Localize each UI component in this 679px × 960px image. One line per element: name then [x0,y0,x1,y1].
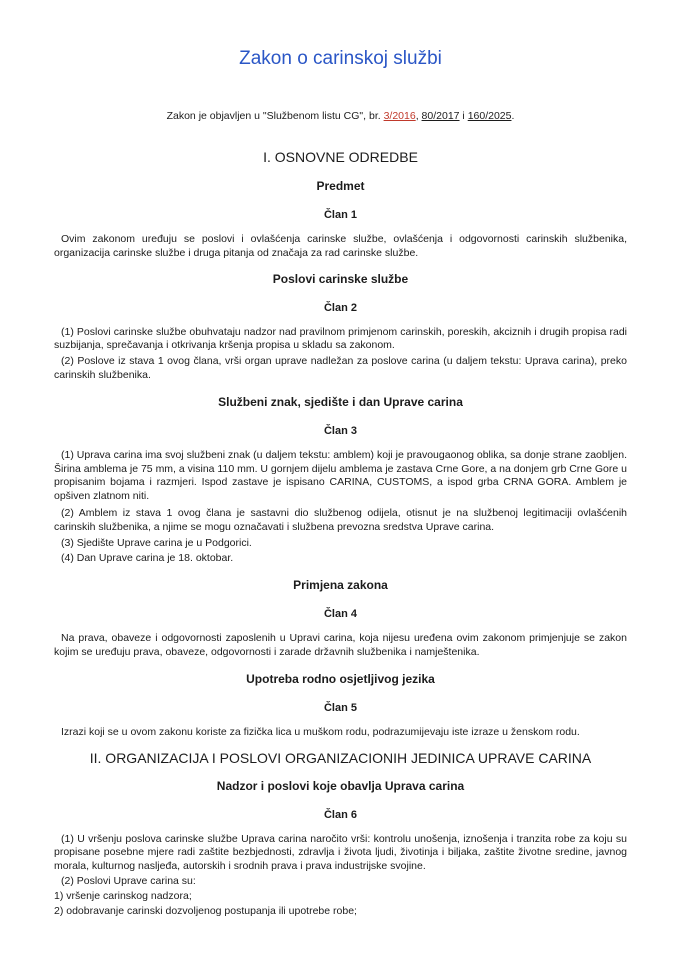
article-1-title: Predmet [316,179,365,193]
gazette-link-2016[interactable]: 3/2016 [383,110,416,122]
article-6-paragraph-2: (2) Poslovi Uprave carina su: [61,874,196,887]
publication-sep2: i [459,110,468,122]
article-3-paragraph-1: (1) Uprava carina ima svoj službeni znak (u daljem tekstu: amblem) koji je pravougaonog oblika, sa donje strane zaobljen. Širina amblema je 75 mm, a visina 110 mm. U gornjem dijelu amblema je zastava Crne Gore, a na donjem grb Crne Gore u propisanim bojama i razmjeri. Ispod zastave je ispisano CARINA, CUSTOMS, a ispod grba CRNA GORA. Amblem je opšiven zlatnom niti. [54,448,627,503]
article-2-number: Član 2 [323,301,357,314]
document-title: Zakon o carinskoj službi [239,48,442,69]
part-1-heading: I. OSNOVNE ODREDBE [263,149,418,165]
article-5-title: Upotreba rodno osjetljivog jezika [246,671,435,686]
article-3-paragraph-2: (2) Amblem iz stava 1 ovog člana je sastavni dio službenog odijela, otisnut je na službenoj legitimaciji ovlašćenih carinskih službenika, a njime se mogu označavati i službena prevozna sredstva Uprave carina. [54,506,627,533]
article-4-number: Član 4 [323,608,357,621]
article-2-paragraph-1: (1) Poslovi carinske službe obuhvataju nadzor nad pravilnom primjenom carinskih, poreskih, akciznih i drugih propisa radi suzbijanja, sprečavanja i otkrivanja kršenja propisa u skladu sa zakonom. [54,325,627,352]
article-5-paragraph: Izrazi koji se u ovom zakonu koriste za fizička lica u muškom rodu, podrazumijevaju iste izraze u ženskom rodu. [61,725,580,738]
gazette-link-2017[interactable]: 80/2017 [421,110,460,122]
publication-sep1: , [415,110,422,122]
part-2-heading: II. ORGANIZACIJA I POSLOVI ORGANIZACIONIH JEDINICA UPRAVE CARINA [89,749,592,766]
article-6-paragraph-1: (1) U vršenju poslova carinske službe Uprava carina naročito vrši: kontrolu unošenja, iznošenja i tranzita robe za koju su propisane posebne mjere radi zaštite bezbjednosti, zdravlja i života ljudi, životinja i biljaka, zaštite životne sredine, javnog morala, kulturnog nasljeđa, autorskih i srodnih prava i prava industrijske svojine. [54,832,627,873]
article-1-number: Član 1 [323,209,357,221]
article-6-item-1: 1) vršenje carinskog nadzora; [54,889,192,902]
publication-prefix: Zakon je objavljen u "Službenom listu CG", br. [166,110,384,122]
article-2-paragraph-2: (2) Poslove iz stava 1 ovog člana, vrši organ uprave nadležan za poslove carina (u daljem tekstu: Uprava carina), preko carinskih službenika. [54,355,627,381]
article-6-title: Nadzor i poslovi koje obavlja Uprava carina [216,778,465,793]
gazette-link-2025[interactable]: 160/2025 [467,110,512,122]
publication-suffix: . [511,110,515,122]
article-1-paragraph: Ovim zakonom uređuju se poslovi i ovlašćenja carinske službe, ovlašćenja i odgovornosti carinskih službenika, organizacija carinske službe i druga pitanja od značaja za rad carinske službe. [54,233,627,259]
article-5-number: Član 5 [323,701,357,714]
publication-note [54,109,627,123]
article-3-title: Službeni znak, sjedište i dan Uprave carina [218,394,463,409]
article-4-paragraph: Na prava, obaveze i odgovornosti zaposlenih u Upravi carina, koja nijesu uređena ovim zakonom primjenjuje se zakon kojim se uređuju prava, obaveze, odgovornosti i zarade državnih službenika i namještenika. [54,632,627,658]
article-4-title: Primjena zakona [293,578,388,593]
article-6-item-2: 2) odobravanje carinski dozvoljenog postupanja ili upotrebe robe; [54,904,357,917]
article-3-number: Član 3 [323,424,357,437]
article-6-number: Član 6 [323,808,357,821]
article-2-title: Poslovi carinske službe [272,271,409,286]
article-3-paragraph-4: (4) Dan Uprave carina je 18. oktobar. [61,552,234,565]
article-3-paragraph-3: (3) Sjedište Uprave carina je u Podgorici. [61,536,252,549]
